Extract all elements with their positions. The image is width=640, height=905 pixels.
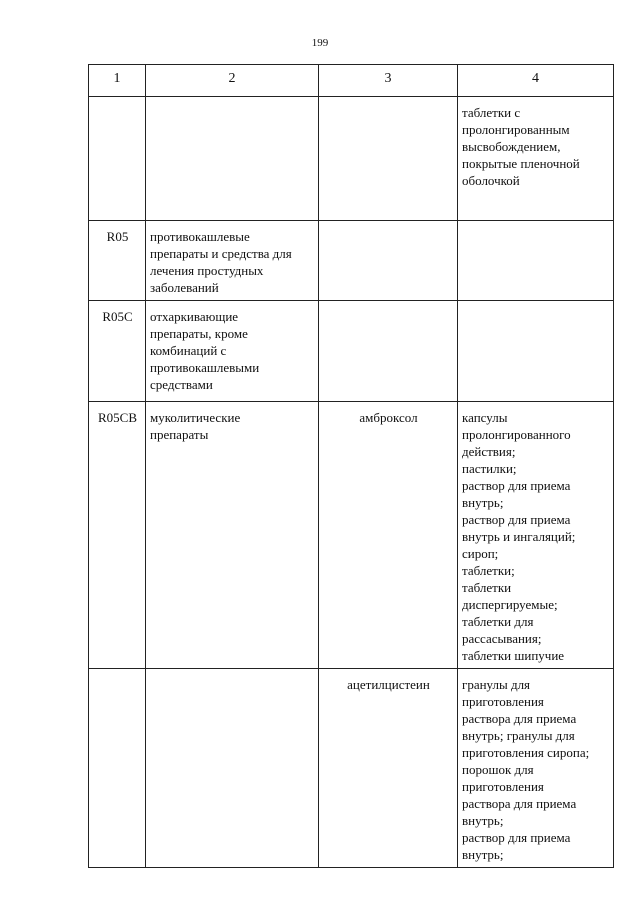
- group-name-cell: противокашлевые препараты и средства для лечения простудных заболеваний: [146, 221, 319, 301]
- group-name-cell: [146, 669, 319, 868]
- dosage-forms-cell: таблетки с пролонгированным высвобождением, покрытые пленочной оболочкой: [458, 97, 614, 221]
- column-header-4: 4: [458, 65, 614, 97]
- atc-code-cell: [89, 97, 146, 221]
- group-name-cell: муколитические препараты: [146, 402, 319, 669]
- table-row: [89, 97, 614, 221]
- group-name-cell: [146, 97, 319, 221]
- substance-cell: ацетилцистеин: [319, 669, 458, 868]
- substance-cell: [319, 301, 458, 402]
- column-header-3: 3: [319, 65, 458, 97]
- table-header-row: [89, 65, 614, 97]
- group-name-cell: отхаркивающие препараты, кроме комбинаций с противокашлевыми средствами: [146, 301, 319, 402]
- atc-code-cell: R05C: [89, 301, 146, 402]
- dosage-forms-cell: [458, 221, 614, 301]
- table-row: [89, 669, 614, 868]
- table-row: [89, 221, 614, 301]
- table-row: [89, 402, 614, 669]
- dosage-forms-cell: [458, 301, 614, 402]
- dosage-forms-cell: капсулы пролонгированного действия; пастилки; раствор для приема внутрь; раствор для приема внутрь и ингаляций; сироп; таблетки; таблетки диспергируемые; таблетки для рассасывания; таблетки шипучие: [458, 402, 614, 669]
- table-row: [89, 301, 614, 402]
- substance-cell: амброксол: [319, 402, 458, 669]
- drug-classification-table: [88, 64, 614, 868]
- column-header-1: 1: [89, 65, 146, 97]
- column-header-2: 2: [146, 65, 319, 97]
- substance-cell: [319, 97, 458, 221]
- substance-cell: [319, 221, 458, 301]
- atc-code-cell: [89, 669, 146, 868]
- atc-code-cell: R05CB: [89, 402, 146, 669]
- atc-code-cell: R05: [89, 221, 146, 301]
- page-number: 199: [311, 37, 329, 49]
- dosage-forms-cell: гранулы для приготовления раствора для приема внутрь; гранулы для приготовления сиропа; порошок для приготовления раствора для приема внутрь; раствор для приема внутрь;: [458, 669, 614, 868]
